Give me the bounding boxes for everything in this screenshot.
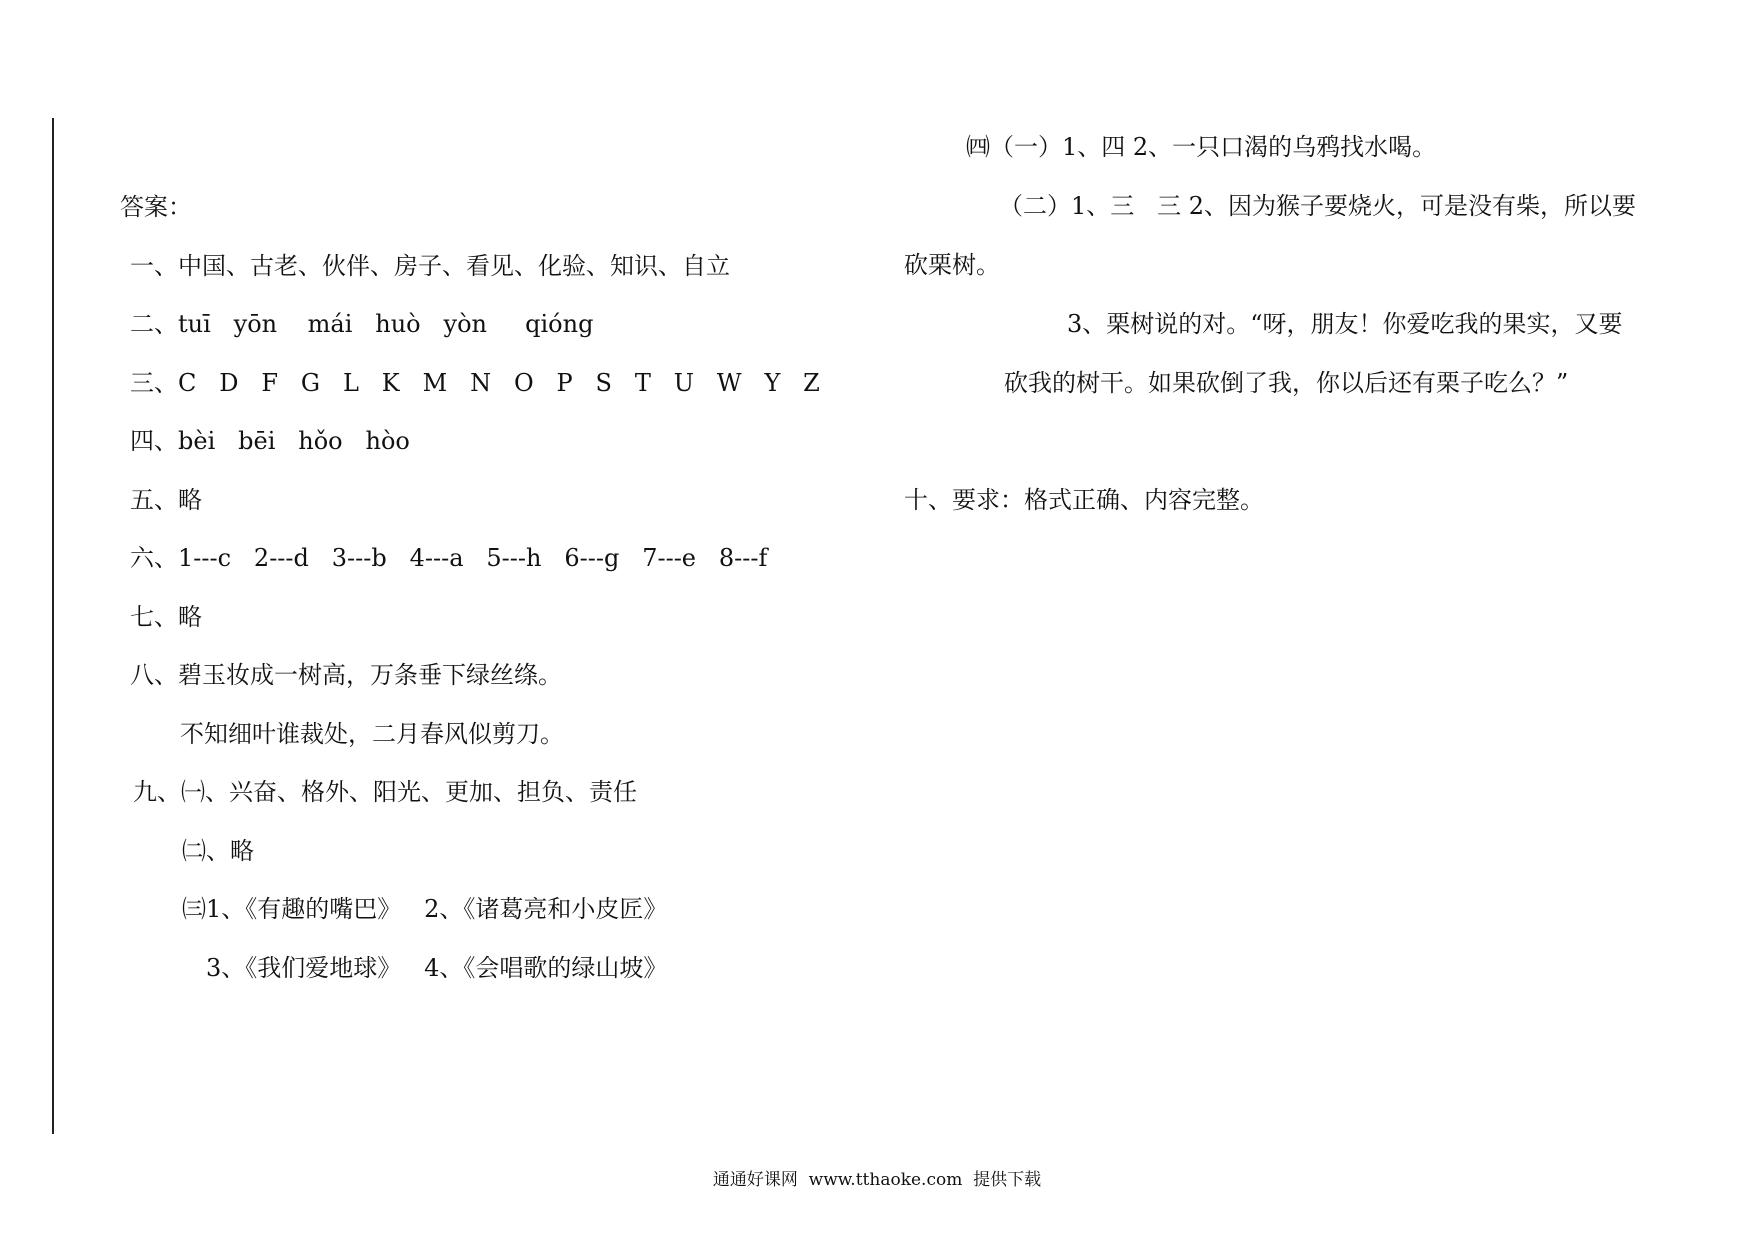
answer-p4-line5: 砍我的树干。如果砍倒了我，你以后还有栗子吃么？” <box>1004 369 1569 397</box>
answer-q9-part3b: 3、《我们爱地球》 4、《会唱歌的绿山坡》 <box>206 954 668 982</box>
answer-q2: 二、tuī yōn mái huò yòn qióng <box>130 310 594 338</box>
margin-rule <box>52 118 54 1134</box>
answer-q8-line1: 八、碧玉妆成一树高，万条垂下绿丝绦。 <box>130 661 562 689</box>
answer-q8-line2: 不知细叶谁裁处，二月春风似剪刀。 <box>180 720 564 748</box>
answer-q4: 四、bèi bēi hǒo hòo <box>130 427 410 455</box>
answer-q7: 七、略 <box>130 603 202 631</box>
answer-q9-part2: ㈡、略 <box>182 837 254 865</box>
answer-q10: 十、要求：格式正确、内容完整。 <box>904 486 1264 514</box>
answer-q6: 六、1---c 2---d 3---b 4---a 5---h 6---g 7---e 8---f <box>130 544 768 572</box>
answer-p4-line3: 砍栗树。 <box>904 251 1000 279</box>
answer-heading: 答案： <box>120 193 192 221</box>
answer-p4-line4: 3、栗树说的对。“呀，朋友！你爱吃我的果实，又要 <box>1067 310 1623 338</box>
answer-q3: 三、C D F G L K M N O P S T U W Y Z <box>130 369 820 397</box>
answer-p4-line2: （二）1、三 三 2、因为猴子要烧火，可是没有柴，所以要 <box>999 192 1637 220</box>
footer-credit: 通通好课网 www.tthaoke.com 提供下载 <box>712 1170 1042 1190</box>
answer-q1: 一、中国、古老、伙伴、房子、看见、化验、知识、自立 <box>130 252 730 280</box>
answer-p4-line1: ㈣（一）1、四 2、一只口渴的乌鸦找水喝。 <box>966 133 1437 161</box>
answer-q9-part3a: ㈢1、《有趣的嘴巴》 2、《诸葛亮和小皮匠》 <box>182 895 668 923</box>
answer-q5: 五、略 <box>130 486 202 514</box>
answer-q9-part1: 九、㈠、兴奋、格外、阳光、更加、担负、责任 <box>133 778 637 806</box>
